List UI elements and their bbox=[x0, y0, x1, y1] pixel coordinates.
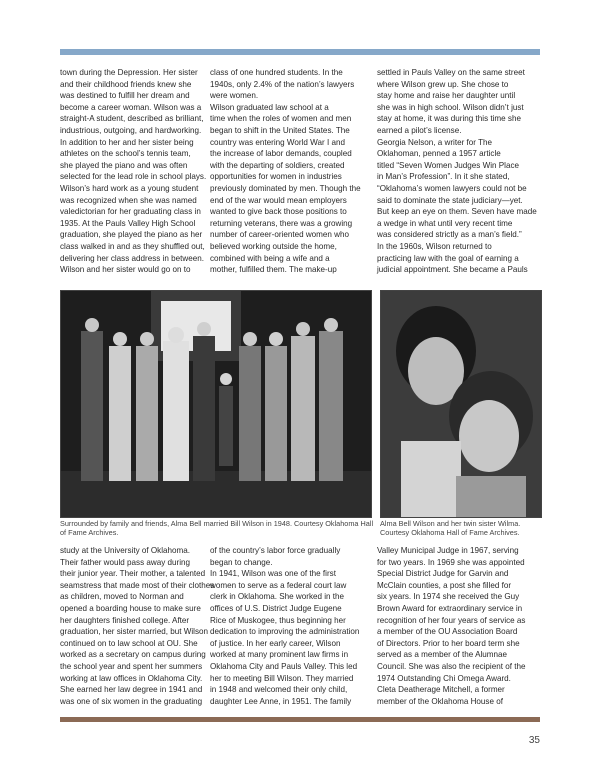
text-line: In 1941, Wilson was one of the first bbox=[210, 569, 336, 579]
text-line: began to change. bbox=[210, 557, 273, 567]
text-line: delivering her class address in between. bbox=[60, 253, 204, 263]
twin-sisters-photo bbox=[380, 290, 542, 518]
text-line: Oklahoma City and Pauls Valley. This led bbox=[210, 661, 358, 671]
text-line: valedictorian for her graduating class in bbox=[60, 207, 201, 217]
text-line: was one of six women in the graduating bbox=[60, 696, 203, 706]
text-line: Valley Municipal Judge in 1967, serving bbox=[377, 546, 519, 555]
text-line: was destined to fulfill her dream and bbox=[60, 91, 190, 101]
text-line: in Man’s Profession”. In it she stated, bbox=[377, 172, 510, 182]
text-line: the school year and spent her summers bbox=[60, 661, 203, 671]
text-line: believed working outside the home, bbox=[210, 241, 337, 251]
text-line: she was in high school. Wilson didn’t just bbox=[377, 102, 524, 112]
text-line: was recognized when she was named bbox=[60, 195, 197, 205]
photo-caption-wedding: Surrounded by family and friends, Alma Bell married Bill Wilson in 1948. Courtesy Oklahoma Hall of Fame Archives. bbox=[60, 519, 374, 537]
text-line: practicing law with the goal of earning a bbox=[377, 253, 519, 263]
text-line: Georgia Nelson, a writer for The bbox=[377, 137, 493, 147]
text-line: mother, fulfilled them. The make-up bbox=[210, 265, 337, 275]
text-line: stay at home, it was during this time she bbox=[377, 114, 521, 124]
text-line: previously dominated by men. Though the bbox=[210, 183, 361, 193]
column-2-bottom bbox=[210, 545, 359, 707]
text-line: class of one hundred students. In the bbox=[210, 68, 343, 77]
column-2-top bbox=[210, 67, 361, 276]
wedding-group-photo bbox=[60, 290, 372, 518]
text-line: Rice of Muskogee, thus beginning her bbox=[210, 615, 346, 625]
text-line: women to serve as a federal court law bbox=[210, 580, 347, 590]
text-line: of justice. In her early career, Wilson bbox=[210, 638, 341, 648]
text-line: town during the Depression. Her sister bbox=[60, 68, 198, 77]
text-line: country was entering World War I and bbox=[210, 137, 345, 147]
text-line: a wedge in what until very recent time bbox=[377, 218, 513, 228]
text-line: study at the University of Oklahoma. bbox=[60, 546, 191, 555]
text-line: Wilson’s hard work as a young student bbox=[60, 183, 199, 193]
text-line: recognition of her four years of service as bbox=[377, 615, 526, 625]
text-line: where Wilson grew up. She chose to bbox=[377, 79, 509, 89]
text-line: “Oklahoma’s women lawyers could not be bbox=[377, 183, 527, 193]
text-line: Cleta Deatherage Mitchell, a former bbox=[377, 685, 505, 695]
text-line: in 1948 and welcomed their only child, bbox=[210, 685, 348, 695]
text-line: settled in Pauls Valley on the same street bbox=[377, 68, 525, 77]
text-line: the increase of labor demands, coupled bbox=[210, 149, 352, 159]
text-line: stay home and raise her daughter until bbox=[377, 91, 516, 101]
text-line: served as a member of the Alumnae bbox=[377, 650, 508, 660]
text-line: worked at many prominent law firms in bbox=[210, 650, 349, 660]
text-line: she played the piano and was often bbox=[60, 160, 188, 170]
text-line: opened a boarding house to make sure bbox=[60, 603, 201, 613]
text-line: number of career-oriented women who bbox=[210, 230, 350, 240]
text-line: her to meeting Bill Wilson. They married bbox=[210, 673, 354, 683]
text-line: for two years. In 1969 she was appointed bbox=[377, 557, 525, 567]
text-line: their junior year. Their mother, a talented bbox=[60, 569, 206, 579]
text-line: selected for the lead role in school plays. bbox=[60, 172, 207, 182]
text-line: 1940s, only 2.4% of the nation’s lawyers bbox=[210, 79, 355, 89]
text-line: offices of U.S. District Judge Eugene bbox=[210, 603, 342, 613]
text-line: Council. She was also the recipient of the bbox=[377, 661, 526, 671]
text-line: McClain counties, a post she filled for bbox=[377, 580, 512, 590]
text-line: straight-A student, described as brilliant, bbox=[60, 114, 204, 124]
text-line: returning veterans, there was a growing bbox=[210, 218, 353, 228]
text-line: six years. In 1974 she received the Guy bbox=[377, 592, 520, 602]
text-line: In addition to her and her sister being bbox=[60, 137, 194, 147]
column-1-bottom bbox=[60, 545, 214, 707]
column-1-top bbox=[60, 67, 206, 276]
text-line: member of the Oklahoma House of bbox=[377, 696, 503, 706]
text-line: Wilson and her sister would go on to bbox=[60, 265, 191, 275]
column-3-top bbox=[377, 67, 537, 276]
text-line: of Directors. Prior to her board term she bbox=[377, 638, 520, 648]
text-line: 1935. At the Pauls Valley High School bbox=[60, 218, 196, 228]
text-line: judicial appointment. She became a Pauls bbox=[377, 265, 528, 275]
text-line: wanted to give back those positions to bbox=[210, 207, 347, 217]
top-rule bbox=[60, 49, 540, 55]
text-line: dedication to improving the administration bbox=[210, 627, 360, 637]
text-line: seamstress that made most of their clothes bbox=[60, 580, 215, 590]
text-line: class walked in and as they shuffled out, bbox=[60, 241, 205, 251]
bottom-rule bbox=[60, 717, 540, 722]
text-line: Their father would pass away during bbox=[60, 557, 191, 567]
text-line: continued on to law school at OU. She bbox=[60, 638, 198, 648]
text-line: daughter Lee Anne, in 1951. The family bbox=[210, 696, 352, 706]
text-line: a member of the OU Association Board bbox=[377, 627, 518, 637]
text-line: titled “Seven Women Judges Win Place bbox=[377, 160, 520, 170]
text-line: 1974 Outstanding Chi Omega Award. bbox=[377, 673, 511, 683]
text-line: began to shift in the United States. The bbox=[210, 125, 350, 135]
page-number: 35 bbox=[528, 735, 540, 746]
text-line: She earned her law degree in 1941 and bbox=[60, 685, 203, 695]
text-line: Wilson graduated law school at a bbox=[210, 102, 329, 112]
text-line: But keep an eye on them. Seven have made bbox=[377, 207, 537, 217]
text-line: Brown Award for extraordinary service in bbox=[377, 603, 523, 613]
text-line: time when the roles of women and men bbox=[210, 114, 352, 124]
text-line: Special District Judge for Garvin and bbox=[377, 569, 509, 579]
text-line: earned a pilot’s license. bbox=[377, 125, 462, 135]
column-3-bottom bbox=[377, 545, 525, 707]
text-line: combined with being a wife and a bbox=[210, 253, 330, 263]
photo-caption-twins: Alma Bell Wilson and her twin sister Wilma. Courtesy Oklahoma Hall of Fame Archives. bbox=[380, 519, 521, 537]
text-line: end of the war would mean employers bbox=[210, 195, 347, 205]
text-line: clerk in Oklahoma. She worked in the bbox=[210, 592, 345, 602]
text-line: of the country’s labor force gradually bbox=[210, 546, 341, 555]
text-line: were women. bbox=[210, 91, 259, 101]
text-line: opportunities for women in industries bbox=[210, 172, 342, 182]
text-line: athletes on the school’s tennis team, bbox=[60, 149, 191, 159]
text-line: as children, moved to Norman and bbox=[60, 592, 184, 602]
text-line: and their childhood friends knew she bbox=[60, 79, 192, 89]
text-line: working at law offices in Oklahoma City. bbox=[60, 673, 203, 683]
text-line: become a career woman. Wilson was a bbox=[60, 102, 202, 112]
text-line: graduation, she played the piano as her bbox=[60, 230, 203, 240]
text-line: In the 1960s, Wilson returned to bbox=[377, 241, 492, 251]
text-line: Oklahoman, penned a 1957 article bbox=[377, 149, 501, 159]
text-line: was considered strictly as a man’s field.” bbox=[377, 230, 522, 240]
text-line: industrious, outgoing, and hardworking. bbox=[60, 125, 202, 135]
text-line: her daughters finished college. After bbox=[60, 615, 190, 625]
text-line: said to dominate the state judiciary—yet. bbox=[377, 195, 523, 205]
text-line: worked as a secretary on campus during bbox=[60, 650, 206, 660]
text-line: graduation, her sister married, but Wilson bbox=[60, 627, 208, 637]
text-line: with the departing of soldiers, created bbox=[210, 160, 345, 170]
